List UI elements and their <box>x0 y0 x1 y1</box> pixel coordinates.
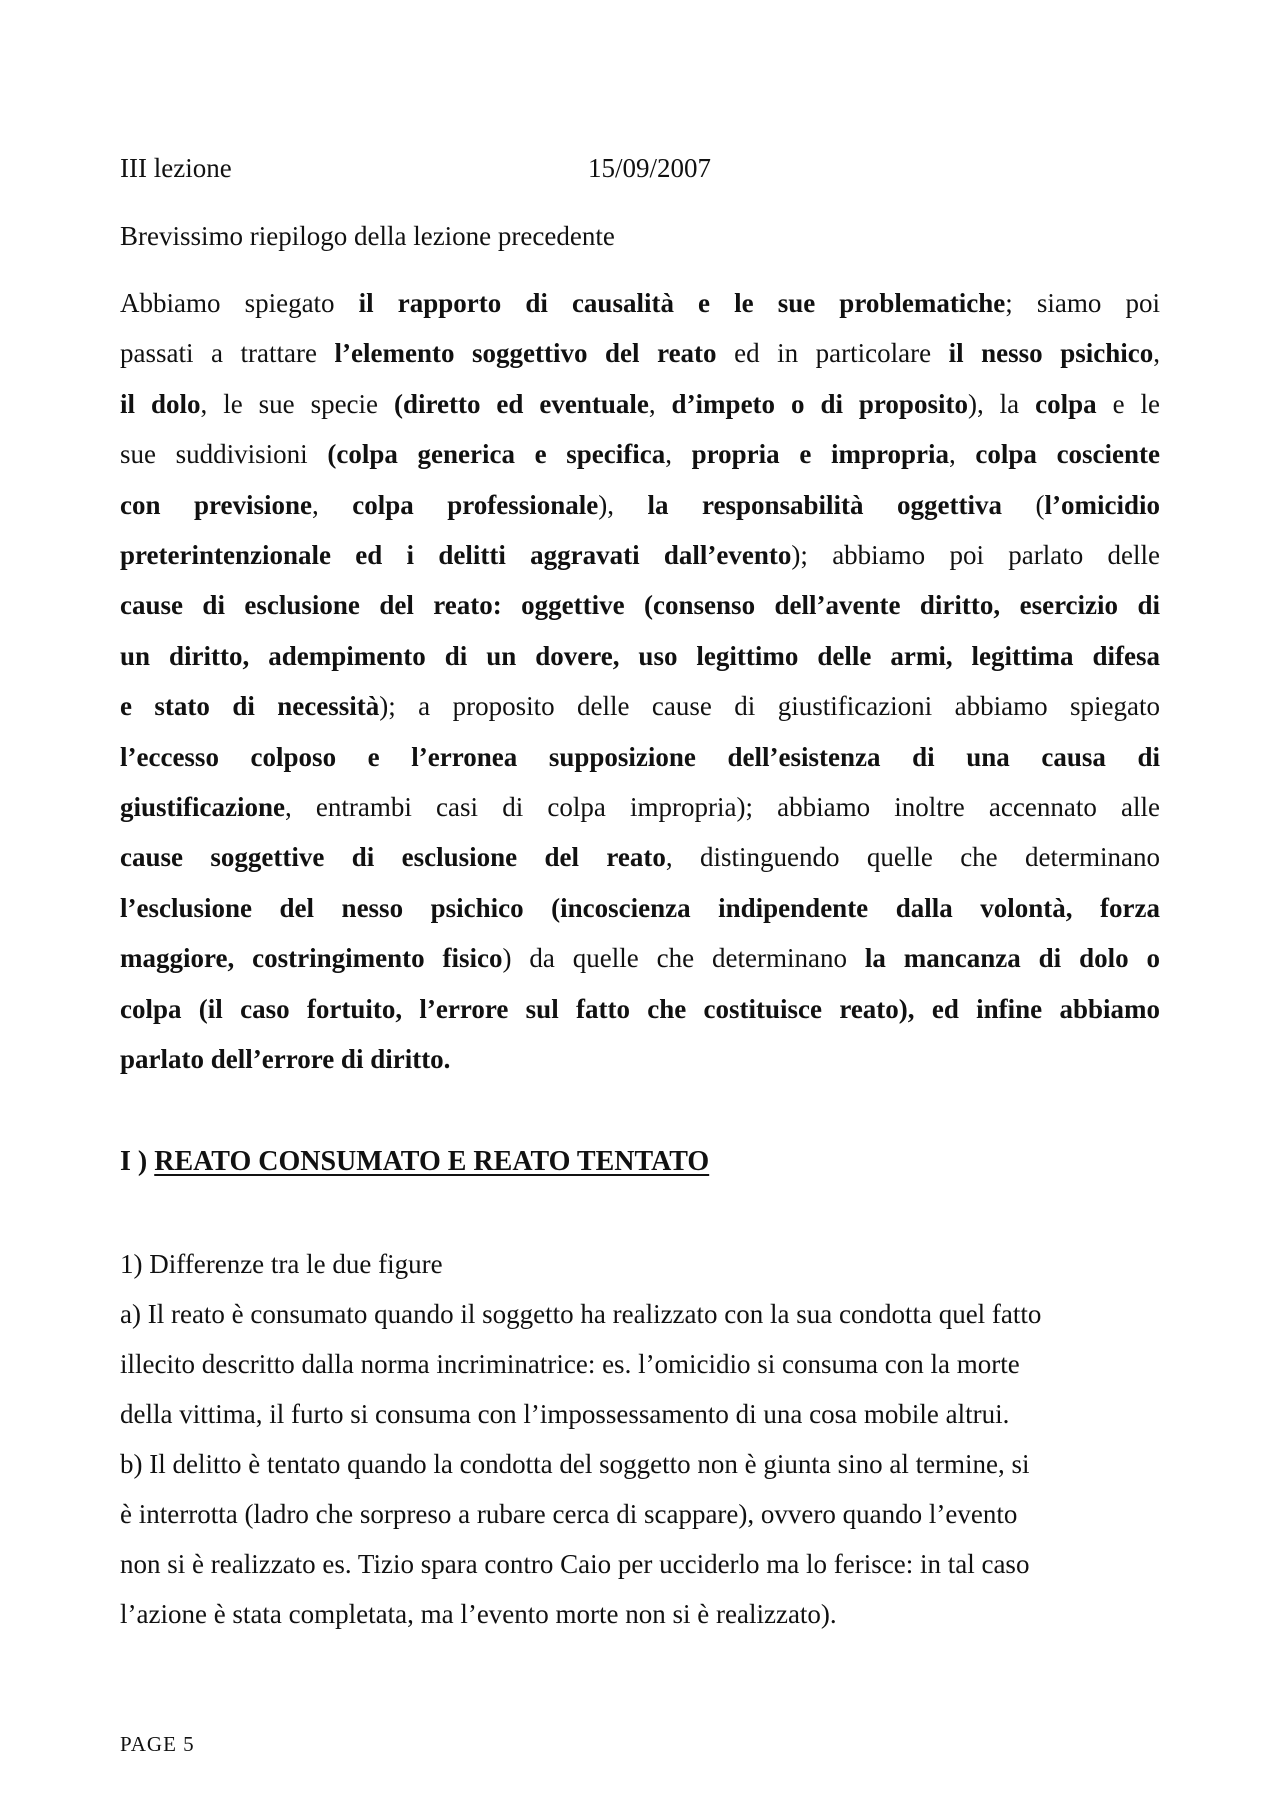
recap-text: ; siamo poi <box>1005 288 1160 318</box>
recap-line <box>120 287 1160 319</box>
recap-text: , le sue specie <box>200 389 394 419</box>
recap-text: , entrambi casi di colpa impropria); abbiamo inoltre accennato alle <box>284 792 1160 822</box>
recap-line <box>120 489 1160 521</box>
page-footer <box>120 1732 195 1757</box>
recap-text: Abbiamo spiegato <box>120 288 359 318</box>
recap-text: , <box>1153 338 1160 368</box>
recap-text: passati a trattare <box>120 338 335 368</box>
recap-text: , <box>665 439 692 469</box>
recap-bold-text: parlato dell’errore di diritto. <box>120 1044 451 1074</box>
recap-text: ), la <box>967 389 1036 419</box>
recap-line <box>120 892 1160 924</box>
recap-bold-text: l’omicidio <box>1044 490 1160 520</box>
recap-line <box>120 388 1160 420</box>
recap-line <box>120 438 1160 470</box>
recap-bold-text: l’esclusione del nesso psichico (incoscienza indipendente dalla volontà, forza <box>120 893 1160 923</box>
recap-text: , distinguendo quelle che determinano <box>665 842 1160 872</box>
recap-title: Brevissimo riepilogo della lezione precedente <box>120 221 615 251</box>
recap-bold-text: il rapporto di causalità e le sue problematiche <box>358 288 1006 318</box>
recap-bold-text: con previsione <box>120 490 312 520</box>
recap-text: ); a proposito delle cause di giustificazioni abbiamo spiegato <box>379 691 1160 721</box>
recap-bold-text: cause di esclusione del reato: oggettive (consenso dell’avente diritto, esercizio di <box>120 590 1160 620</box>
recap-text: , <box>948 439 976 469</box>
recap-line <box>120 993 1160 1025</box>
page-number: 5 <box>183 1732 195 1756</box>
recap-text: sue suddivisioni <box>120 439 328 469</box>
page-label: PAGE <box>120 1732 177 1756</box>
body-line: della vittima, il furto si consuma con l’impossessamento di una cosa mobile altrui. <box>120 1399 1010 1429</box>
recap-text: ( <box>1002 490 1045 520</box>
body-line: b) Il delitto è tentato quando la condotta del soggetto non è giunta sino al termine, si <box>120 1449 1030 1479</box>
recap-line <box>120 539 1160 571</box>
recap-bold-text: colpa cosciente <box>975 439 1161 469</box>
section-title: REATO CONSUMATO E REATO TENTATO <box>154 1146 710 1177</box>
recap-line <box>120 1043 450 1075</box>
recap-bold-text: colpa professionale <box>352 490 599 520</box>
recap-bold-text: la responsabilità oggettiva <box>647 490 1002 520</box>
recap-text: ); abbiamo poi parlato delle <box>791 540 1160 570</box>
recap-bold-text: (diretto ed eventuale <box>393 389 649 419</box>
recap-bold-text: giustificazione <box>120 792 285 822</box>
recap-line <box>120 640 1160 672</box>
recap-bold-text: un diritto, adempimento di un dovere, uso legittimo delle armi, legittima difesa <box>120 641 1160 671</box>
recap-line <box>120 942 1160 974</box>
recap-bold-text: l’elemento soggettivo del reato <box>334 338 717 368</box>
recap-bold-text: preterintenzionale ed i delitti aggravati dall’evento <box>120 540 792 570</box>
section-number: I ) <box>120 1146 148 1177</box>
lesson-label: III lezione <box>120 153 232 183</box>
recap-bold-text: il dolo <box>120 389 201 419</box>
recap-line <box>120 337 1160 369</box>
recap-line <box>120 841 1160 873</box>
recap-bold-text: e stato di necessità <box>120 691 380 721</box>
recap-line <box>120 741 1160 773</box>
body-line: non si è realizzato es. Tizio spara contro Caio per ucciderlo ma lo ferisce: in tal caso <box>120 1549 1030 1579</box>
recap-text: ) da quelle che determinano <box>502 943 865 973</box>
recap-line <box>120 791 1160 823</box>
recap-bold-text: il nesso psichico <box>948 338 1154 368</box>
body-line: l’azione è stata completata, ma l’evento morte non si è realizzato). <box>120 1599 837 1629</box>
recap-text: , <box>648 389 672 419</box>
body-line: è interrotta (ladro che sorpreso a rubare cerca di scappare), ovvero quando l’evento <box>120 1499 1018 1529</box>
subsection-title: 1) Differenze tra le due figure <box>120 1249 443 1279</box>
recap-bold-text: l’eccesso colposo e l’erronea supposizione dell’esistenza di una causa di <box>120 742 1160 772</box>
recap-text: e le <box>1096 389 1160 419</box>
recap-bold-text: cause soggettive di esclusione del reato <box>120 842 666 872</box>
recap-bold-text: colpa (il caso fortuito, l’errore sul fatto che costituisce reato), ed infine abbiamo <box>120 994 1160 1024</box>
recap-text: , <box>312 490 353 520</box>
recap-bold-text: colpa <box>1035 389 1097 419</box>
section-heading <box>120 1146 709 1178</box>
recap-bold-text: (colpa generica e specifica <box>327 439 666 469</box>
body-line: illecito descritto dalla norma incriminatrice: es. l’omicidio si consuma con la morte <box>120 1349 1020 1379</box>
body-line: a) Il reato è consumato quando il soggetto ha realizzato con la sua condotta quel fatto <box>120 1299 1042 1329</box>
recap-bold-text: la mancanza di dolo o <box>864 943 1160 973</box>
recap-bold-text: propria e impropria <box>691 439 949 469</box>
recap-text: ), <box>598 490 648 520</box>
recap-line <box>120 690 1160 722</box>
recap-bold-text: d’impeto o di proposito <box>671 389 968 419</box>
recap-line <box>120 589 1160 621</box>
recap-bold-text: maggiore, costringimento fisico <box>120 943 503 973</box>
lesson-date: 15/09/2007 <box>588 153 712 183</box>
recap-text: ed in particolare <box>716 338 949 368</box>
